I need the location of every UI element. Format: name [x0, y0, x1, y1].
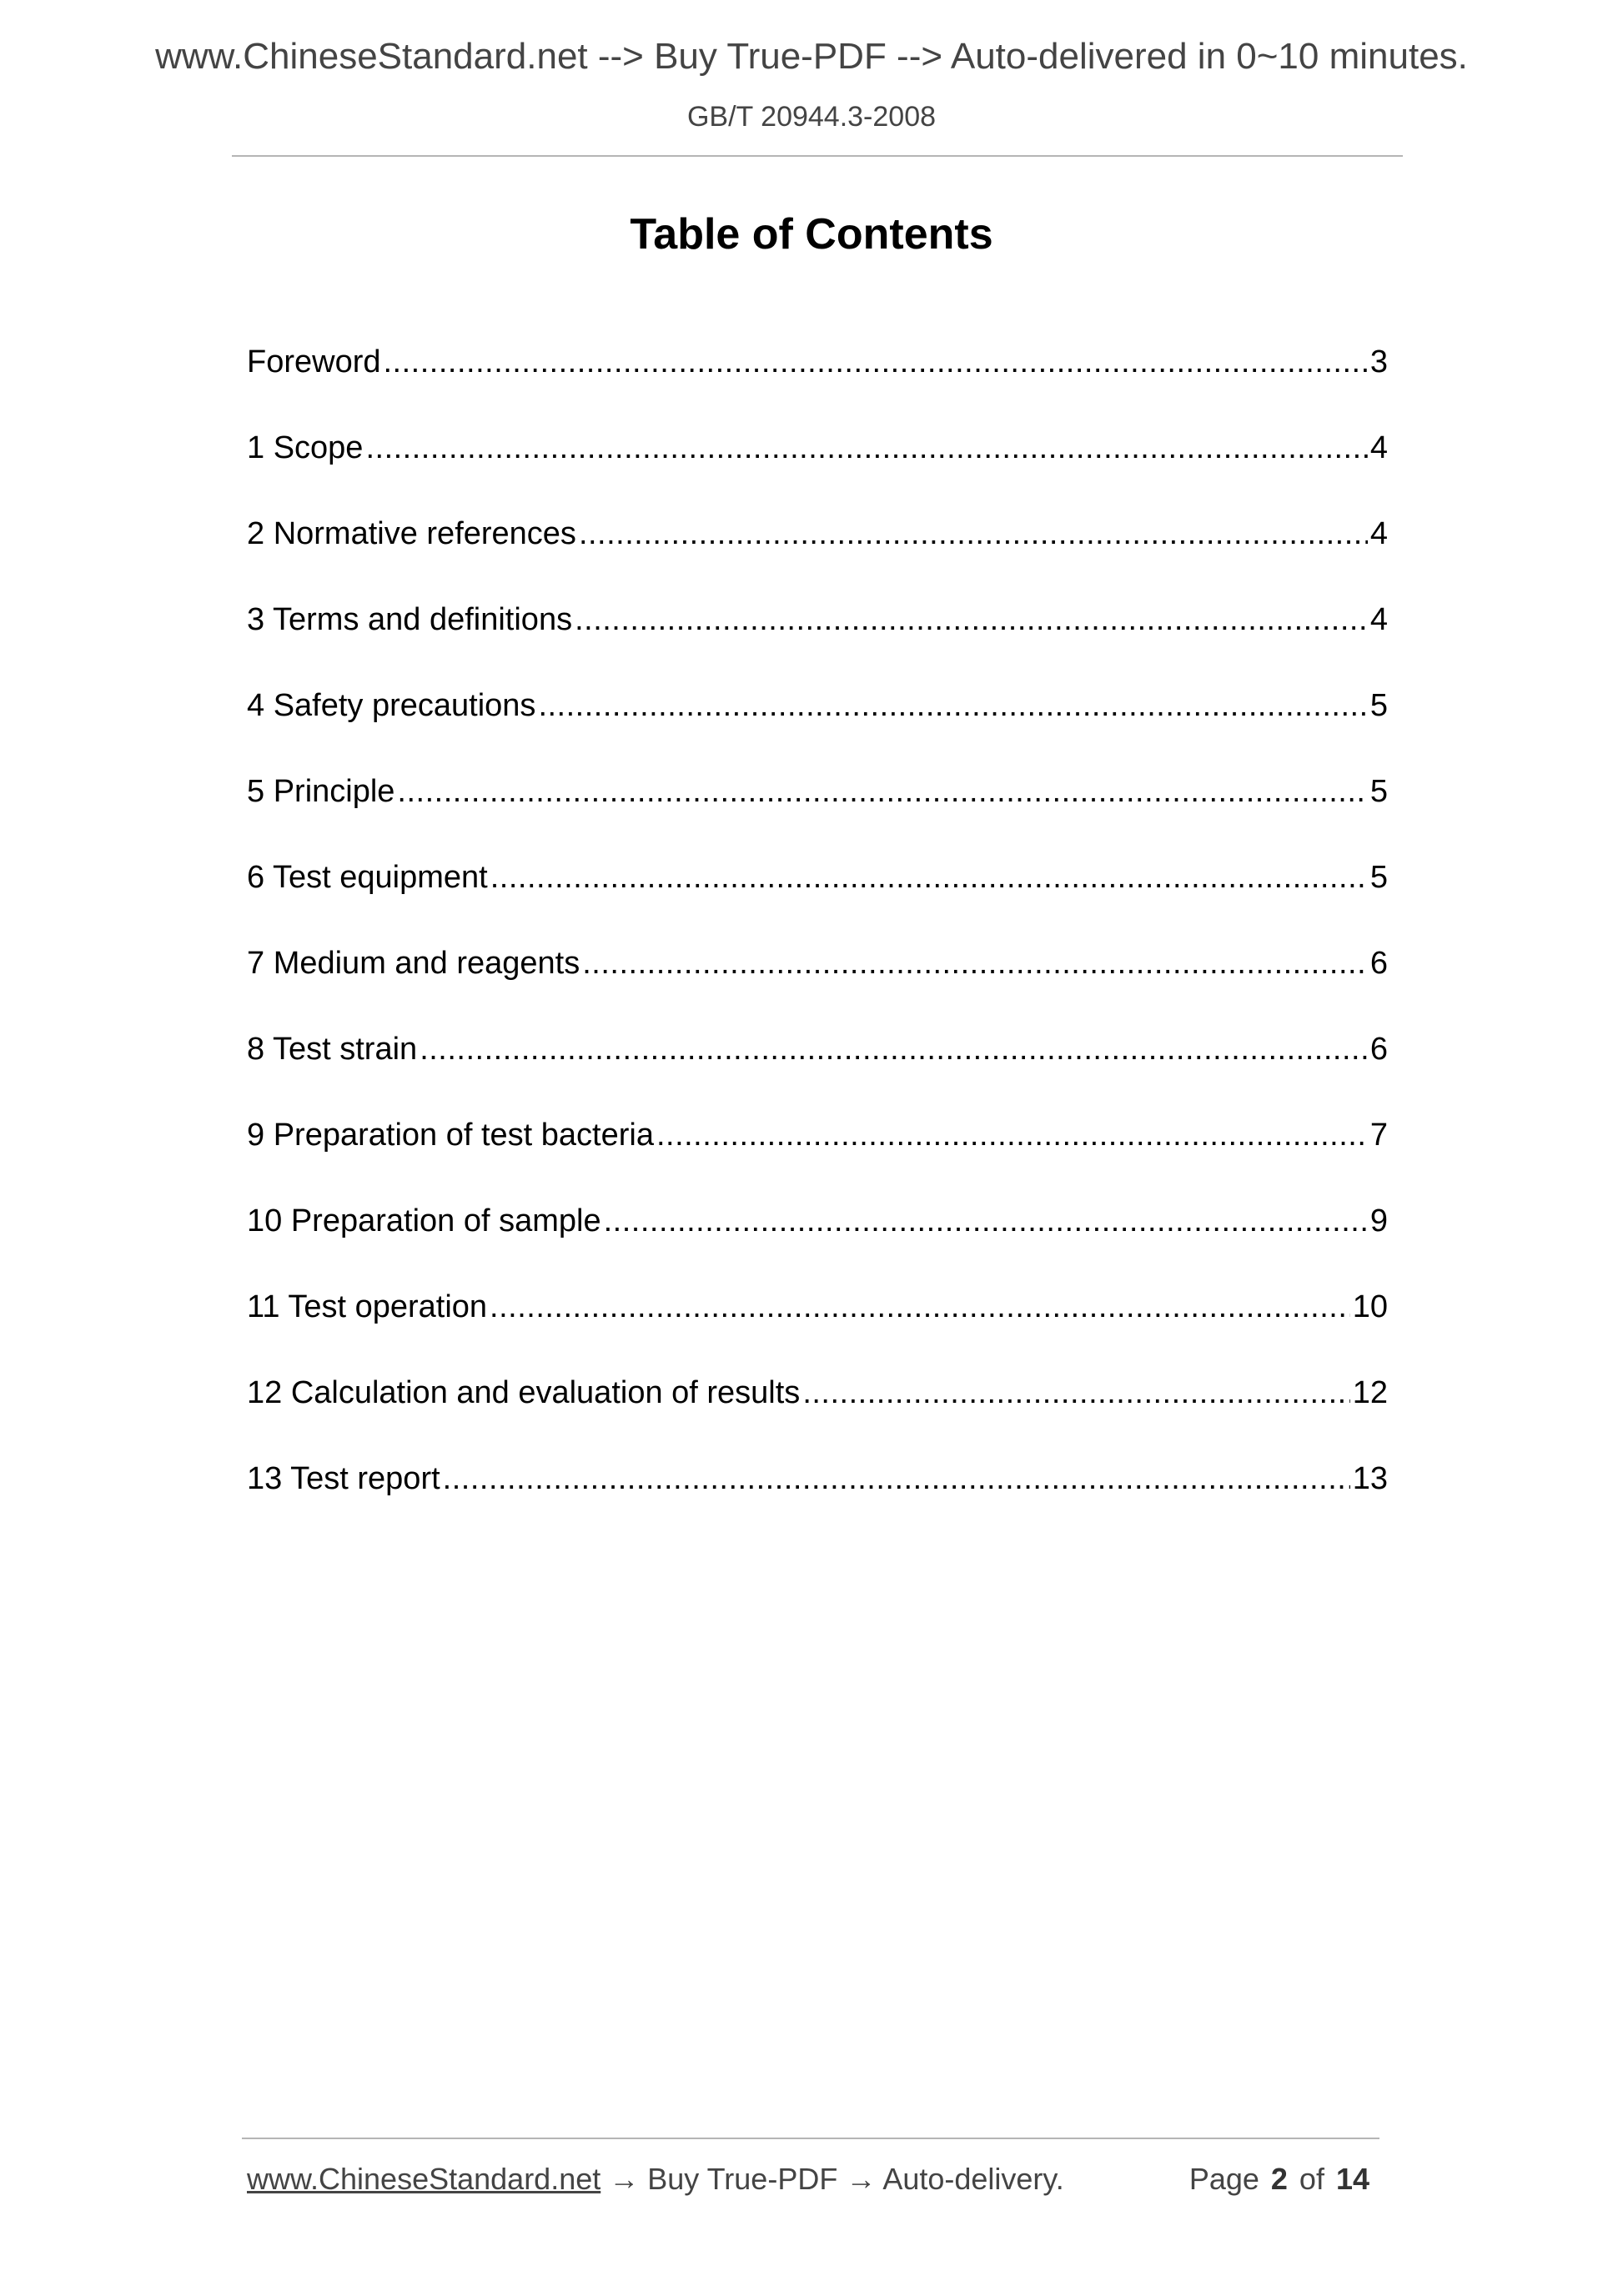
toc-entry-normative-references[interactable] — [247, 509, 1388, 595]
header-divider — [232, 155, 1403, 157]
toc-entry-test-report[interactable] — [247, 1454, 1388, 1540]
toc-entry-label: 9 Preparation of test bacteria — [247, 1118, 654, 1153]
dot-leader — [420, 1024, 1368, 1074]
toc-entry-page: 12 — [1352, 1375, 1388, 1410]
document-code: GB/T 20944.3-2008 — [686, 101, 937, 133]
toc-entry-test-equipment[interactable] — [247, 852, 1388, 938]
toc-entry-label: 12 Calculation and evaluation of results — [247, 1375, 801, 1410]
footer-tagline: → Buy True-PDF → Auto-delivery. — [600, 2162, 1064, 2196]
toc-entry-label: 2 Normative references — [247, 516, 576, 551]
dot-leader — [656, 1110, 1368, 1160]
dot-leader — [397, 766, 1367, 816]
dot-leader — [582, 938, 1368, 988]
toc-entry-preparation-of-test-bacteria[interactable] — [247, 1110, 1388, 1196]
toc-entry-page: 4 — [1369, 430, 1388, 465]
toc-entry-calculation-and-evaluation[interactable] — [247, 1368, 1388, 1454]
footer-divider — [242, 2138, 1379, 2139]
dot-leader — [490, 1282, 1350, 1332]
toc-entry-label: 7 Medium and reagents — [247, 946, 580, 981]
toc-entry-preparation-of-sample[interactable] — [247, 1196, 1388, 1282]
toc-entry-page: 5 — [1369, 688, 1388, 723]
toc-entry-page: 7 — [1369, 1118, 1388, 1153]
dot-leader — [443, 1454, 1350, 1504]
page-footer — [247, 2158, 1378, 2200]
toc-entry-medium-and-reagents[interactable] — [247, 938, 1388, 1024]
dot-leader — [802, 1368, 1349, 1418]
toc-entry-label: 6 Test equipment — [247, 860, 488, 895]
toc-entry-terms-and-definitions[interactable] — [247, 595, 1388, 681]
toc-entry-page: 3 — [1369, 344, 1388, 379]
footer-promo — [247, 2158, 1064, 2200]
toc-entry-page: 4 — [1369, 516, 1388, 551]
header-banner: www.ChineseStandard.net --> Buy True-PDF --> Auto-delivered in 0~10 minutes. — [155, 36, 1468, 77]
toc-entry-label: 4 Safety precautions — [247, 688, 536, 723]
toc-entry-page: 6 — [1369, 1032, 1388, 1067]
toc-entry-test-strain[interactable] — [247, 1024, 1388, 1110]
toc-entry-label: 8 Test strain — [247, 1032, 418, 1067]
total-page-count: 14 — [1335, 2162, 1369, 2196]
toc-entry-page: 5 — [1369, 860, 1388, 895]
toc-entry-label: 3 Terms and definitions — [247, 602, 573, 637]
page-title: Table of Contents — [630, 210, 993, 259]
toc-entry-label: 13 Test report — [247, 1461, 440, 1496]
dot-leader — [579, 509, 1368, 559]
dot-leader — [365, 423, 1367, 473]
toc-entry-foreword[interactable] — [247, 337, 1388, 423]
table-of-contents — [247, 337, 1388, 1540]
dot-leader — [604, 1196, 1368, 1246]
dot-leader — [490, 852, 1368, 902]
toc-entry-page: 9 — [1369, 1203, 1388, 1238]
toc-entry-label: 5 Principle — [247, 774, 395, 809]
dot-leader — [538, 681, 1367, 731]
toc-entry-page: 5 — [1369, 774, 1388, 809]
toc-entry-label: 11 Test operation — [247, 1289, 488, 1324]
toc-entry-label: 1 Scope — [247, 430, 364, 465]
toc-entry-principle[interactable] — [247, 766, 1388, 852]
toc-entry-page: 10 — [1352, 1289, 1388, 1324]
footer-website-link[interactable]: www.ChineseStandard.net — [247, 2162, 601, 2196]
toc-entry-label: Foreword — [247, 344, 381, 379]
dot-leader — [384, 337, 1368, 387]
toc-entry-page: 13 — [1352, 1461, 1388, 1496]
page-word: Page — [1188, 2162, 1259, 2196]
toc-entry-page: 4 — [1369, 602, 1388, 637]
toc-entry-test-operation[interactable] — [247, 1282, 1388, 1368]
current-page-number: 2 — [1270, 2162, 1288, 2196]
of-word: of — [1299, 2162, 1324, 2196]
toc-entry-scope[interactable] — [247, 423, 1388, 509]
dot-leader — [575, 595, 1368, 645]
toc-entry-label: 10 Preparation of sample — [247, 1203, 601, 1238]
toc-entry-page: 6 — [1369, 946, 1388, 981]
toc-entry-safety-precautions[interactable] — [247, 681, 1388, 766]
page-number-indicator — [1189, 2158, 1369, 2200]
